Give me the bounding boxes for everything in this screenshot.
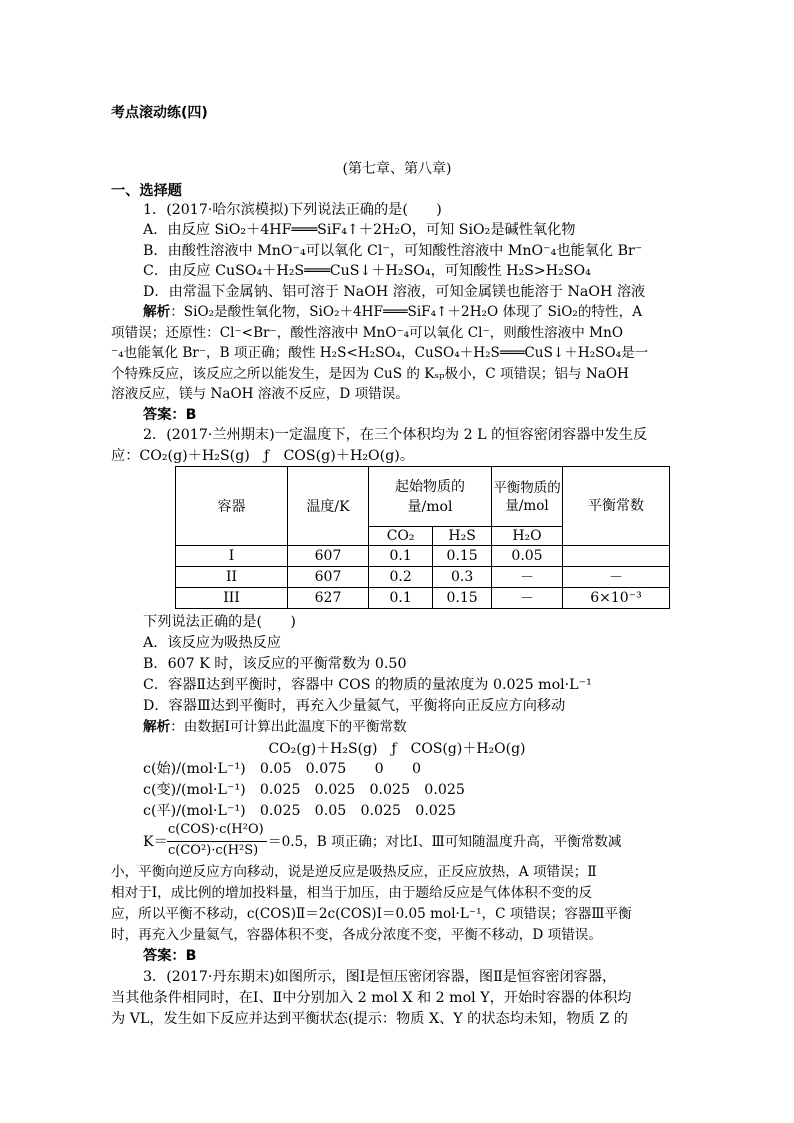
q3-line-1: 3．(2017·丹东期末)如图所示，图Ⅰ是恒压密闭容器，图Ⅱ是恒容密闭容器， [143, 969, 617, 985]
cell [563, 546, 670, 567]
q1-analysis-line-4: 个特殊反应，该反应之所以能发生，是因为 CuS 的 Kₛₚ极小，C 项错误；铝与 NaOH [111, 366, 629, 382]
cell: 627 [288, 588, 369, 609]
k-rest: ＝0.5，B 项正确；对比Ⅰ、Ⅲ可知随温度升高，平衡常数减 [268, 834, 622, 850]
q1-analysis-line-5: 溶液反应，镁与 NaOH 溶液不反应，D 项错误。 [111, 386, 409, 402]
q1-option-b: B．由酸性溶液中 MnO⁻₄可以氧化 Cl⁻，可知酸性溶液中 MnO⁻₄也能氧化 Br⁻ [143, 243, 643, 259]
q1-stem: 1．(2017·哈尔滨模拟)下列说法正确的是( ) [143, 202, 442, 218]
q1-answer: 答案：B [143, 407, 197, 423]
cell: 6×10⁻³ [563, 588, 670, 609]
table-row [176, 567, 670, 588]
equilibrium-table [175, 466, 670, 609]
q2-analysis-line-1 [143, 717, 407, 737]
cell: 0.15 [433, 546, 492, 567]
q2-equation: CO₂(g)＋H₂S(g) ƒ COS(g)＋H₂O(g) [268, 741, 526, 757]
q3-line-3: 为 VL，发生如下反应并达到平衡状态(提示：物质 X、Y 的状态均未知，物质 Z 的 [111, 1011, 628, 1027]
analysis-text: ：由数据Ⅰ可计算出此温度下的平衡常数 [170, 719, 407, 735]
th-h2o: H₂O [492, 527, 563, 546]
q2-conc-start: c(始)/(mol·L⁻¹) 0.05 0.075 0 0 [143, 761, 422, 777]
q2-prompt: 下列说法正确的是( ) [143, 614, 296, 630]
q2-conc-change: c(变)/(mol·L⁻¹) 0.025 0.025 0.025 0.025 [143, 782, 465, 798]
q2-analysis-line-3: 相对于Ⅰ，成比例的增加投料量，相当于加压，由于题给反应是气体体积不变的反 [111, 885, 593, 901]
th-container: 容器 [176, 467, 288, 546]
q2-option-c: C．容器Ⅱ达到平衡时，容器中 COS 的物质的量浓度为 0.025 mol·L⁻¹ [143, 677, 592, 693]
q2-option-b: B．607 K 时，该反应的平衡常数为 0.50 [143, 656, 407, 672]
cell: 0.3 [433, 567, 492, 588]
k-symbol: K＝ [143, 834, 168, 850]
analysis-label: 解析 [143, 719, 171, 735]
q3-line-2: 当其他条件相同时，在Ⅰ、Ⅱ中分别加入 2 mol X 和 2 mol Y，开始时容器的体积均 [111, 990, 632, 1006]
q2-answer: 答案：B [143, 948, 197, 964]
cell: 607 [288, 567, 369, 588]
q2-option-d: D．容器Ⅲ达到平衡时，再充入少量氦气，平衡将向正反应方向移动 [143, 698, 566, 714]
table-row [176, 546, 670, 567]
th-co2: CO₂ [369, 527, 433, 546]
q1-analysis-line-2: 项错误；还原性：Cl⁻<Br⁻，酸性溶液中 MnO⁻₄可以氧化 Cl⁻，则酸性溶液中 MnO [111, 325, 623, 341]
cell: II [176, 567, 288, 588]
q1-option-a: A．由反应 SiO₂＋4HF═══SiF₄↑＋2H₂O，可知 SiO₂是碱性氧化物 [143, 222, 576, 238]
cell: 0.05 [492, 546, 563, 567]
q2-conc-eq: c(平)/(mol·L⁻¹) 0.025 0.05 0.025 0.025 [143, 803, 456, 819]
q2-stem-1: 2．(2017·兰州期末)一定温度下，在三个体积均为 2 L 的恒容密闭容器中发生反 [143, 427, 648, 443]
cell: I [176, 546, 288, 567]
q2-stem-2: 应：CO₂(g)＋H₂S(g) ƒ COS(g)＋H₂O(g)。 [111, 448, 415, 464]
cell: 0.1 [369, 588, 433, 609]
cell: III [176, 588, 288, 609]
th-h2s: H₂S [433, 527, 492, 546]
th-temp: 温度/K [288, 467, 369, 546]
th-eq-constant: 平衡常数 [563, 467, 670, 546]
q2-analysis-line-5: 时，再充入少量氦气，容器体积不变，各成分浓度不变，平衡不移动，D 项错误。 [111, 927, 602, 943]
cell: 0.15 [433, 588, 492, 609]
analysis-label: 解析 [143, 304, 171, 320]
cell: 0.2 [369, 567, 433, 588]
q1-option-d: D．由常温下金属钠、铝可溶于 NaOH 溶液，可知金属镁也能溶于 NaOH 溶液 [143, 284, 646, 300]
cell: － [492, 567, 563, 588]
th-eq-amount: 平衡物质的量/mol [492, 467, 563, 527]
table-row [176, 588, 670, 609]
k-denominator: c(CO²)·c(H²S) [168, 843, 259, 858]
q2-option-a: A．该反应为吸热反应 [143, 635, 281, 651]
cell: 0.1 [369, 546, 433, 567]
q2-analysis-line-2: 小，平衡向逆反应方向移动，说是逆反应是吸热反应，正反应放热，A 项错误；Ⅱ [111, 864, 597, 880]
chapter-range: (第七章、第八章) [342, 161, 452, 177]
k-numerator: c(COS)·c(H²O) [168, 822, 264, 837]
q2-analysis-line-4: 应，所以平衡不移动，c(COS)Ⅱ＝2c(COS)Ⅰ＝0.05 mol·L⁻¹，C 项错误；容器Ⅲ平衡 [111, 906, 632, 922]
th-start-amount: 起始物质的量/mol [369, 467, 492, 527]
q1-option-c: C．由反应 CuSO₄＋H₂S═══CuS↓＋H₂SO₄，可知酸性 H₂S>H₂SO₄ [143, 263, 591, 279]
cell: 607 [288, 546, 369, 567]
q1-analysis-line-1 [143, 302, 642, 322]
cell: － [563, 567, 670, 588]
section-heading: 一、选择题 [111, 183, 182, 199]
cell: － [492, 588, 563, 609]
page-title: 考点滚动练(四) [111, 105, 208, 121]
analysis-text: ：SiO₂是酸性氧化物，SiO₂＋4HF═══SiF₄↑＋2H₂O 体现了 SiO₂的特性，A [170, 304, 643, 320]
q1-analysis-line-3: ⁻₄也能氧化 Br⁻，B 项正确；酸性 H₂S<H₂SO₄，CuSO₄＋H₂S═══CuS↓＋H₂SO₄是一 [111, 345, 649, 361]
fraction-bar [167, 841, 267, 842]
